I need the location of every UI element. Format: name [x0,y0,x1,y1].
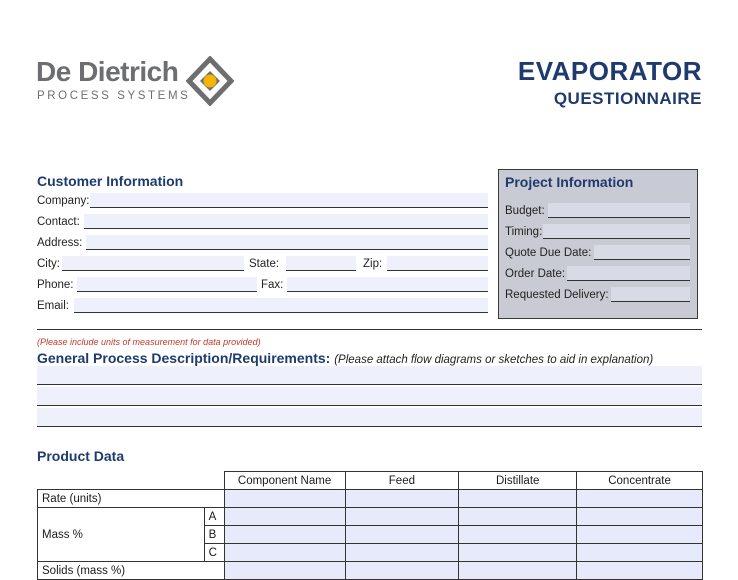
mass-row-c: C [204,544,224,562]
col-header-distillate: Distillate [459,472,577,490]
solids-distillate-cell[interactable] [459,562,577,580]
logo-subtitle: PROCESS SYSTEMS [37,90,191,102]
process-subnote: (Please attach flow diagrams or sketches to aid in explanation) [334,354,654,366]
company-field[interactable] [90,193,488,208]
email-field[interactable] [74,298,488,313]
solids-component-cell[interactable] [224,562,345,580]
order-date-field[interactable] [567,266,690,281]
phone-label: Phone: [37,279,74,291]
city-label: City: [37,258,60,270]
mass-a-component-cell[interactable] [224,508,345,526]
mass-c-feed-cell[interactable] [345,544,459,562]
section-divider [37,329,702,330]
col-header-component: Component Name [224,472,345,490]
col-header-feed: Feed [345,472,459,490]
mass-label: Mass % [38,508,205,562]
zip-label: Zip: [363,258,383,270]
col-header-concentrate: Concentrate [577,472,703,490]
process-line-1[interactable] [37,366,702,385]
state-field[interactable] [286,256,356,271]
rate-feed-cell[interactable] [345,490,459,508]
product-data-table [37,471,703,580]
fax-field[interactable] [287,277,488,292]
project-info-heading: Project Information [505,174,634,190]
order-date-label: Order Date: [505,268,566,280]
project-info-box [498,169,698,319]
requested-delivery-label: Requested Delivery: [505,289,609,301]
mass-c-component-cell[interactable] [224,544,345,562]
rate-concentrate-cell[interactable] [577,490,703,508]
timing-field[interactable] [543,224,690,239]
timing-label: Timing: [505,226,543,238]
logo-name: De Dietrich [36,56,179,87]
table-row [38,472,703,490]
table-row [38,562,703,580]
doc-subtitle: QUESTIONNAIRE [553,89,702,108]
table-row [38,490,703,508]
mass-a-distillate-cell[interactable] [459,508,577,526]
mass-b-distillate-cell[interactable] [459,526,577,544]
zip-field[interactable] [387,256,488,271]
table-corner [38,472,225,490]
solids-label: Solids (mass %) [38,562,225,580]
budget-field[interactable] [548,203,690,218]
solids-feed-cell[interactable] [345,562,459,580]
fax-label: Fax: [261,279,284,291]
logo-diamond-icon [186,56,234,106]
mass-b-feed-cell[interactable] [345,526,459,544]
process-description-heading [37,350,653,366]
solids-concentrate-cell[interactable] [577,562,703,580]
mass-c-distillate-cell[interactable] [459,544,577,562]
company-label: Company: [37,195,90,207]
mass-b-component-cell[interactable] [224,526,345,544]
quote-due-field[interactable] [594,245,690,260]
requested-delivery-field[interactable] [611,287,690,302]
state-label: State: [249,258,280,270]
doc-title: EVAPORATOR [517,56,702,86]
budget-label: Budget: [505,205,545,217]
units-note: (Please include units of measurement for data provided) [37,337,261,347]
mass-row-a: A [204,508,224,526]
process-line-3[interactable] [37,408,702,427]
process-heading-text: General Process Description/Requirements: [37,350,331,366]
email-label: Email: [37,300,69,312]
mass-a-concentrate-cell[interactable] [577,508,703,526]
process-line-2[interactable] [37,387,702,406]
contact-label: Contact: [37,216,80,228]
city-field[interactable] [62,256,244,271]
phone-field[interactable] [77,277,257,292]
mass-a-feed-cell[interactable] [345,508,459,526]
product-data-heading: Product Data [37,448,125,464]
address-label: Address: [37,237,83,249]
mass-c-concentrate-cell[interactable] [577,544,703,562]
rate-component-cell[interactable] [224,490,345,508]
mass-row-b: B [204,526,224,544]
rate-label: Rate (units) [38,490,225,508]
contact-field[interactable] [84,214,488,229]
customer-info-heading: Customer Information [37,173,184,189]
table-row [38,508,703,526]
mass-b-concentrate-cell[interactable] [577,526,703,544]
rate-distillate-cell[interactable] [459,490,577,508]
quote-due-label: Quote Due Date: [505,247,592,259]
address-field[interactable] [86,235,488,250]
